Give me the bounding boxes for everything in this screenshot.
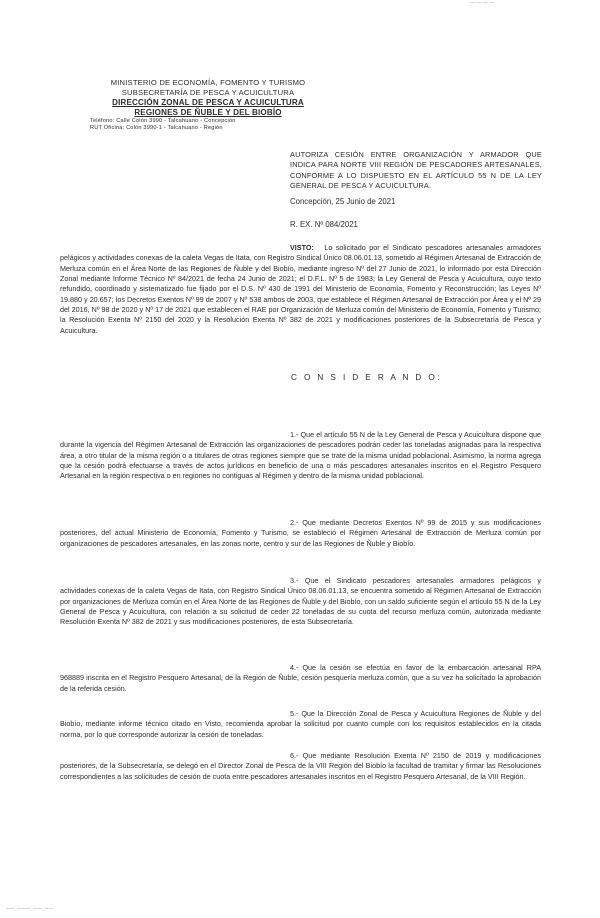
considerando-1: 1.- Que el artículo 55 N de la Ley General de Pesca y Acuicultura dispone que durante la vigencia del Régimen Artesanal de Extracción las organizaciones de pescadores podrán ceder las toneladas asignadas para la respectiva área, a otro titular de la misma región o a titulares de otras regiones siempre que se trate de la misma unidad poblacional. Asimismo, la norma agrega que la cesión podrá efectuarse a través de actos jurídicos en beneficio de una o más pescadores artesanales inscritos en el Registro Pesquero Artesanal en la región respectiva o en regiones no contiguas al Régimen y dentro de la misma unidad poblacional. — [60, 430, 541, 481]
directorate-line: DIRECCIÓN ZONAL DE PESCA Y ACUICULTURA — [112, 98, 304, 107]
ministry-line: MINISTERIO DE ECONOMÍA, FOMENTO Y TURISMO — [110, 78, 306, 87]
footer-scan-mark: ── ─── ── ── — [6, 906, 55, 912]
visto-text: Lo solicitado por el Sindicato pescadores artesanales armadores pelágicos y actividades conexas de la caleta Vegas de Itata, con Registro Sindical Único 08.06.01.13, sometido al Régimen Artesanal de Extracción de Merluza común en el Área Norte de las Regiones de Ñuble y del Biobío, mediante ingreso Nº del 27 Junio de 2021, lo informado por esta Dirección Zonal mediante Informe Técnico Nº 84/2021 de fecha 24 Junio de 2021; el D.F.L. Nº 5 de 1983; la Ley General de Pesca y Acuicultura, cuyo texto refundido, coordinado y sistematizado fue fijado por el D.S. Nº 430 de 1991 del Ministerio de Economía, Fomento y Reconstrucción; las Leyes Nº 19.880 y 20.657; los Decretos Exentos Nº 99 de 2007 y Nº 538 ambos de 2003, que establece el Régimen Artesanal de Extracción por Área y el Nº 29 del 2016, Nº 98 de 2020 y Nº 17 de 2021 que establecen el RAE por Organización de Merluza común del Ministerio de Economía, Fomento y Turismo; la Resolución Exenta Nº 2150 del 2020 y la Resolución Exenta Nº 382 de 2021 y modificaciones posteriores de la Subsecretaría de Pesca y Acuicultura. — [60, 243, 541, 335]
considerando-6: 6.- Que mediante Resolución Exenta Nº 2150 de 2019 y modificaciones posteriores, de la Subsecretaría, se delegó en el Director Zonal de Pesca de la VIII Región del Biobío la facultad de tramitar y firmar las Resoluciones correspondientes a las solicitudes de cesión de cuota entre pescadores artesanales inscritos en el Registro Pesquero Artesanal, de la VIII Región. — [60, 751, 541, 781]
subsecretariat-line: SUBSECRETARÍA DE PESCA Y ACUICULTURA — [121, 88, 295, 97]
considerando-2: 2.- Que mediante Decretos Exentos Nº 99 de 2015 y sus modificaciones posteriores, del actual Ministerio de Economía, Fomento y Turismo, se estableció el Régimen Artesanal de Extracción de Merluza común por organizaciones de pescadores artesanales, en las zonas norte, centro y sur de las Regiones de Ñuble y Biobío. — [60, 518, 541, 548]
contact-line: Teléfono: Calle Colón 3990 - Talcahuano - Concepción — [90, 118, 236, 124]
considerando-3: 3.- Que el Sindicato pescadores artesanales armadores pelágicos y actividades conexas de la caleta Vegas de Itata, con Registro Sindical Único 08.06.01.13, se encuentra sometido al Régimen Artesanal de Extracción por organizaciones de Merluza común en el Área Norte de las Regiones de Ñuble y del Biobío, con un saldo suficiente según el artículo 55 N de la Ley General de Pesca y Acuicultura, con relación a su solicitud de ceder 22 toneladas de su cuota del recurso merluza común, autorizada mediante Resolución Exenta Nº 382 de 2021 y sus modificaciones posteriores, de esta Subsecretaría. — [60, 576, 541, 627]
resolution-number: R. EX. Nº 084/2021 — [290, 220, 358, 229]
reference-block: AUTORIZA CESIÓN ENTRE ORGANIZACIÓN Y ARMADOR QUE INDICA PARA NORTE VIII REGIÓN DE PESCADORES ARTESANALES, CONFORME A LO DISPUESTO EN EL ARTÍCULO 55 N DE LA LEY GENERAL DE PESCA Y ACUICULTURA. — [290, 150, 542, 191]
address-line: RUT Oficina: Colón 3990-1 - Talcahuano - Región — [90, 125, 223, 131]
considerando-5: 5.- Que la Dirección Zonal de Pesca y Acuicultura Regiones de Ñuble y del Biobío, mediante informe técnico citado en Visto, recomienda aprobar la solicitud por cuanto cumple con los requisitos establecidos en la citada norma, por lo que corresponde autorizar la cesión de toneladas. — [60, 709, 541, 739]
visto-paragraph — [60, 243, 541, 336]
considerando-4: 4.- Que la cesión se efectúa en favor de la embarcación artesanal RPA 968889 inscrita en el Registro Pesquero Artesanal, de la Región de Ñuble, cesión pesquería merluza común, que a su vez ha solicitado la aprobación de la referida cesión. — [60, 663, 541, 693]
visto-keyword: VISTO: — [290, 243, 314, 252]
considerando-heading: C O N S I D E R A N D O: — [291, 373, 442, 382]
letterhead — [88, 78, 328, 132]
top-scan-mark: — — — — — [470, 0, 495, 6]
regions-line: REGIONES DE ÑUBLE Y DEL BIOBÍO — [134, 108, 282, 117]
place-date: Concepción, 25 Junio de 2021 — [290, 197, 396, 206]
